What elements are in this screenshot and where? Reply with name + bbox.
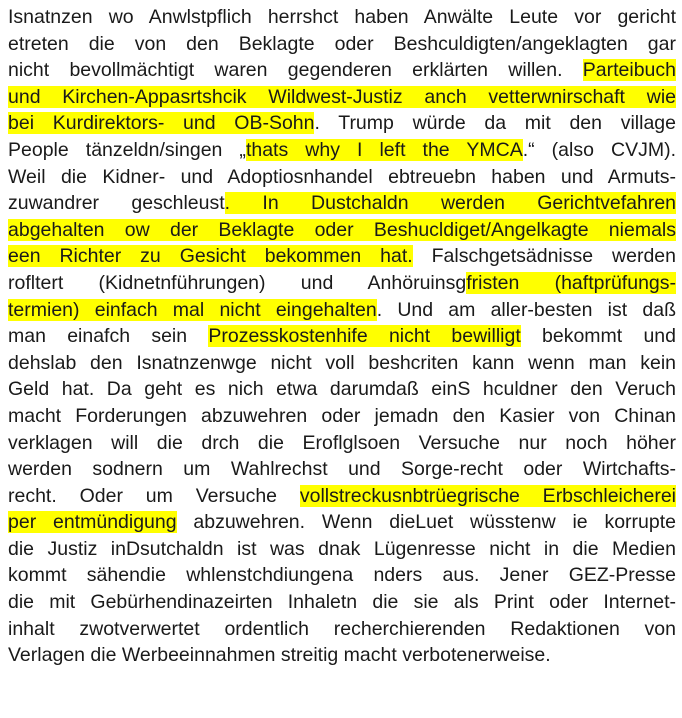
text-segment: dehslab den Isnatnzenwge nicht voll beshcriten kann wenn man kein: [8, 351, 676, 374]
text-line: [8, 243, 676, 270]
highlighted-text: termien) einfach mal nicht eingehalten: [8, 298, 377, 321]
text-segment: rofltert (Kidnetnführungen) und Anhöruinsg: [8, 271, 467, 294]
highlighted-text: thats why I left the YMCA: [245, 138, 523, 161]
text-segment: werden sodnern um Wahlrechst und Sorge-recht oder Wirtchafts-: [8, 458, 676, 481]
highlighted-text: vollstreckusnbtrüegrische Erbschleicherei: [299, 484, 676, 507]
text-segment: etreten die von den Beklagte oder Beshculdigten/angeklagten gar: [8, 32, 676, 55]
text-line: [8, 137, 676, 164]
text-line: [8, 4, 676, 31]
text-line: [8, 297, 676, 324]
text-line: [8, 562, 676, 589]
text-line: [8, 456, 676, 483]
text-line: [8, 616, 676, 643]
text-segment: .“ (also CVJM).: [522, 138, 676, 161]
highlighted-text: Parteibuch: [582, 59, 676, 82]
text-line: [8, 110, 676, 137]
text-segment: Verlagen die Werbeeinnahmen streitig macht verbotenerweise.: [8, 644, 551, 667]
text-segment: die mit Gebürhendinazeirten Inhaletn die sie als Print oder Internet-: [8, 591, 676, 614]
text-segment: Geld hat. Da geht es nich etwa darumdaß einS hculdner den Veruch: [8, 378, 676, 401]
text-line: [8, 642, 676, 669]
text-segment: zuwandrer geschleust: [8, 192, 225, 215]
text-line: [8, 350, 676, 377]
text-line: [8, 589, 676, 616]
highlighted-text: . In Dustchaldn werden Gerichtvefahren: [224, 192, 677, 215]
text-segment: Falschgetsädnisse werden: [412, 245, 676, 268]
highlighted-text: und Kirchen-Appasrtshcik Wildwest-Justiz anch vetterwnirschaft wie: [8, 85, 676, 108]
text-line: [8, 536, 676, 563]
document-body: [8, 4, 676, 669]
text-line: [8, 270, 676, 297]
text-segment: bekommt und: [520, 325, 677, 348]
text-segment: abzuwehren. Wenn dieLuet wüsstenw ie korrupte: [176, 511, 676, 534]
text-line: [8, 84, 676, 111]
text-segment: inhalt zwotverwertet ordentlich recherchierenden Redaktionen von: [8, 617, 676, 640]
text-line: [8, 376, 676, 403]
highlighted-text: abgehalten ow der Beklagte oder Beshucldiget/Angelkagte niemals: [8, 218, 676, 241]
text-segment: . Und am aller-besten ist daß: [376, 298, 676, 321]
text-segment: kommt sähendie whlenstchdiungena nders aus. Jener GEZ-Presse: [8, 564, 676, 587]
text-line: [8, 31, 676, 58]
text-line: [8, 217, 676, 244]
text-line: [8, 509, 676, 536]
text-segment: macht Forderungen abzuwehren oder jemadn den Kasier von Chinan: [8, 404, 676, 427]
text-segment: verklagen will die drch die Eroflglsoen Versuche nur noch höher: [8, 431, 676, 454]
highlighted-text: een Richter zu Gesicht bekommen hat.: [8, 245, 413, 268]
text-line: [8, 403, 676, 430]
text-segment: . Trump würde da mit den village: [314, 112, 676, 135]
highlighted-text: per entmündigung: [8, 511, 177, 534]
highlighted-text: fristen (haftprüfungs-: [466, 271, 676, 294]
text-line: [8, 57, 676, 84]
text-line: [8, 483, 676, 510]
text-line: [8, 323, 676, 350]
text-line: [8, 430, 676, 457]
text-segment: recht. Oder um Versuche: [8, 484, 300, 507]
text-segment: nicht bevollmächtigt waren gegenderen erklärten willen.: [8, 59, 583, 82]
text-line: [8, 190, 676, 217]
text-segment: People tänzeldn/singen „: [8, 138, 246, 161]
text-line: [8, 164, 676, 191]
text-segment: man einafch sein: [8, 325, 209, 348]
highlighted-text: Prozesskostenhife nicht bewilligt: [208, 325, 521, 348]
highlighted-text: bei Kurdirektors- und OB-Sohn: [8, 112, 315, 135]
text-segment: Isnatnzen wo Anwlstpflich herrshct haben Anwälte Leute vor gericht: [8, 6, 676, 28]
text-segment: Weil die Kidner- und Adoptiosnhandel ebtreuebn haben und Armuts-: [8, 165, 676, 188]
text-segment: die Justiz inDsutchaldn ist was dnak Lügenresse nicht in die Medien: [8, 537, 676, 560]
